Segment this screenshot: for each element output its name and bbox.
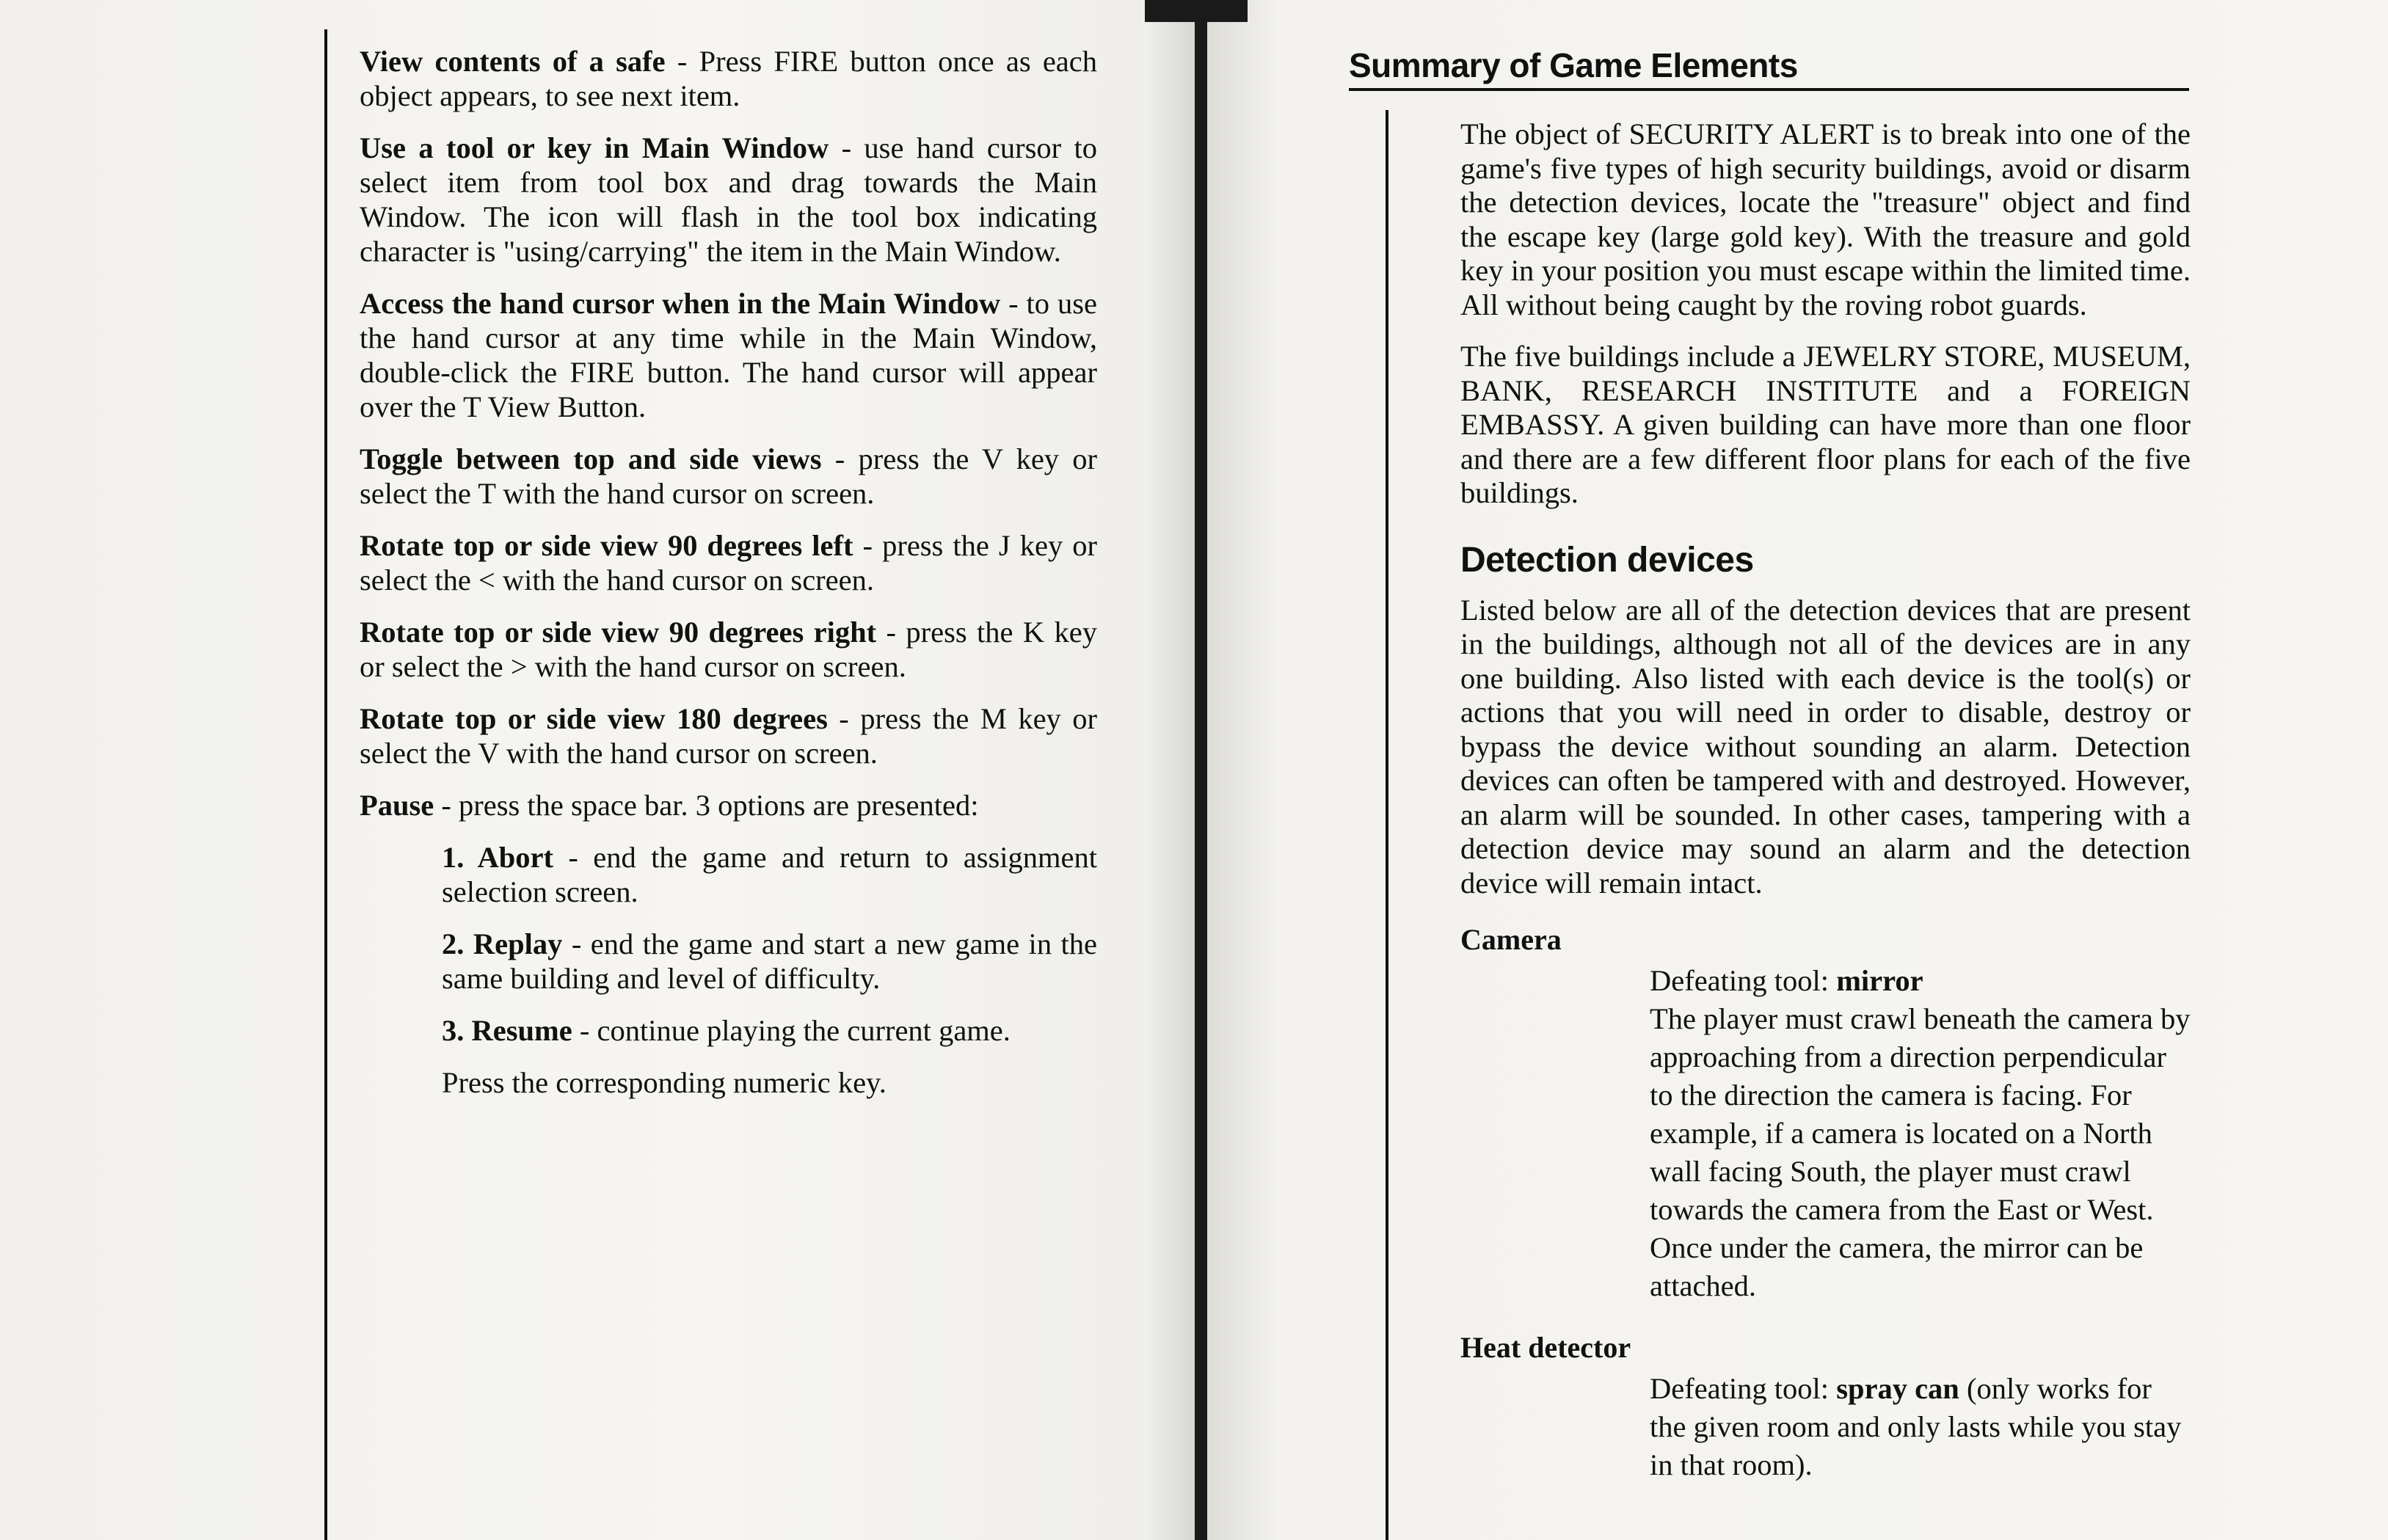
- tool-label: Defeating tool:: [1650, 964, 1837, 997]
- option-replay: [442, 927, 1097, 996]
- left-page-content: [360, 44, 1097, 1117]
- paragraph-view-safe: [360, 44, 1097, 113]
- tool-label: Defeating tool:: [1650, 1372, 1837, 1405]
- term: 3. Resume: [442, 1014, 572, 1047]
- description: - to use the hand cursor at any time while in the Main Window, double-click the FIRE button. The hand cursor will appear over the T View Button.: [360, 287, 1097, 423]
- term: Pause: [360, 789, 434, 822]
- book-spine: [1145, 0, 1248, 22]
- description: - use hand cursor to select item from tool box and drag towards the Main Window. The icon will flash in the tool box indicating character is "using/carrying" the item in the Main Window.: [360, 131, 1097, 268]
- intro-paragraph-object: The object of SECURITY ALERT is to break into one of the game's five types of high security buildings, avoid or disarm the detection devices, locate the "treasure" object and find the escape key (large gold key). With the treasure and gold key in your position you must escape within the limited time. All without being caught by the roving robot guards.: [1460, 117, 2191, 321]
- paragraph-hand-cursor: [360, 286, 1097, 424]
- term: View contents of a safe: [360, 45, 666, 78]
- device-name: Camera: [1460, 923, 1562, 956]
- paragraph-pause: [360, 788, 1097, 822]
- device-camera: [1460, 922, 2191, 1305]
- option-abort: [442, 840, 1097, 909]
- page-title: Summary of Game Elements: [1349, 45, 2189, 91]
- right-margin-rule: [1386, 110, 1388, 1540]
- device-details: [1650, 1370, 2191, 1484]
- description: - press the space bar. 3 options are presented:: [434, 789, 979, 822]
- paragraph-toggle-views: [360, 442, 1097, 511]
- term: Use a tool or key in Main Window: [360, 131, 829, 164]
- numeric-key-note: Press the corresponding numeric key.: [442, 1066, 887, 1099]
- description: - continue playing the current game.: [572, 1014, 1011, 1047]
- paragraph-rotate-right: [360, 615, 1097, 684]
- term: Rotate top or side view 180 degrees: [360, 702, 828, 735]
- left-margin-rule: [324, 29, 327, 1540]
- tool-name: spray can: [1836, 1372, 1959, 1405]
- description: - press the K key or select the > with the hand cursor on screen.: [360, 616, 1097, 683]
- detection-devices-intro: Listed below are all of the detection devices that are present in the buildings, although not all of the devices are in any one building. Also listed with each device is the tool(s) or actions that you will need in order to disable, destroy or bypass the device without sounding an alarm. Detection devices can often be tampered with and destroyed. However, an alarm will be sounded. In other cases, tampering with a detection device may sound an alarm and the detection device will remain intact.: [1460, 593, 2191, 899]
- description: - press the M key or select the V with the hand cursor on screen.: [360, 702, 1097, 770]
- paragraph-rotate-left: [360, 528, 1097, 597]
- device-description: The player must crawl beneath the camera by approaching from a direction perpendicular to the direction the camera is facing. For example, if a camera is located on a North wall facing South, the player must crawl towards the camera from the East or West. Once under the camera, the mirror can be attached.: [1650, 1002, 2191, 1302]
- defeating-tool: [1650, 962, 2191, 1000]
- term: 2. Replay: [442, 927, 563, 960]
- description: - press the J key or select the < with the hand cursor on screen.: [360, 529, 1097, 596]
- term: Access the hand cursor when in the Main Window: [360, 287, 1001, 320]
- description: - Press FIRE button once as each object appears, to see next item.: [360, 45, 1097, 112]
- term: Rotate top or side view 90 degrees right: [360, 616, 877, 649]
- tool-note: (only works for the given room and only lasts while you stay in that room).: [1650, 1372, 2182, 1481]
- term: Toggle between top and side views: [360, 442, 822, 475]
- tool-name: mirror: [1836, 964, 1923, 997]
- intro-paragraph-buildings: The five buildings include a JEWELRY STORE, MUSEUM, BANK, RESEARCH INSTITUTE and a FOREIGN EMBASSY. A given building can have more than one floor and there are a few different floor plans for each of the five buildings.: [1460, 340, 2191, 509]
- option-resume: [442, 1013, 1097, 1048]
- section-heading: Detection devices: [1460, 540, 1754, 580]
- device-name: Heat detector: [1460, 1331, 1631, 1364]
- description: - press the V key or select the T with the hand cursor on screen.: [360, 442, 1098, 510]
- device-heat-detector: [1460, 1330, 2191, 1484]
- right-page-content: [1460, 117, 2191, 1484]
- description: - end the game and return to assignment selection screen.: [442, 841, 1097, 908]
- description: - end the game and start a new game in the same building and level of difficulty.: [442, 927, 1098, 995]
- paragraph-use-tool: [360, 131, 1097, 269]
- term: Rotate top or side view 90 degrees left: [360, 529, 853, 562]
- paragraph-rotate-180: [360, 701, 1097, 770]
- device-details: [1650, 962, 2191, 1305]
- defeating-tool: [1650, 1370, 2191, 1484]
- term: 1. Abort: [442, 841, 553, 874]
